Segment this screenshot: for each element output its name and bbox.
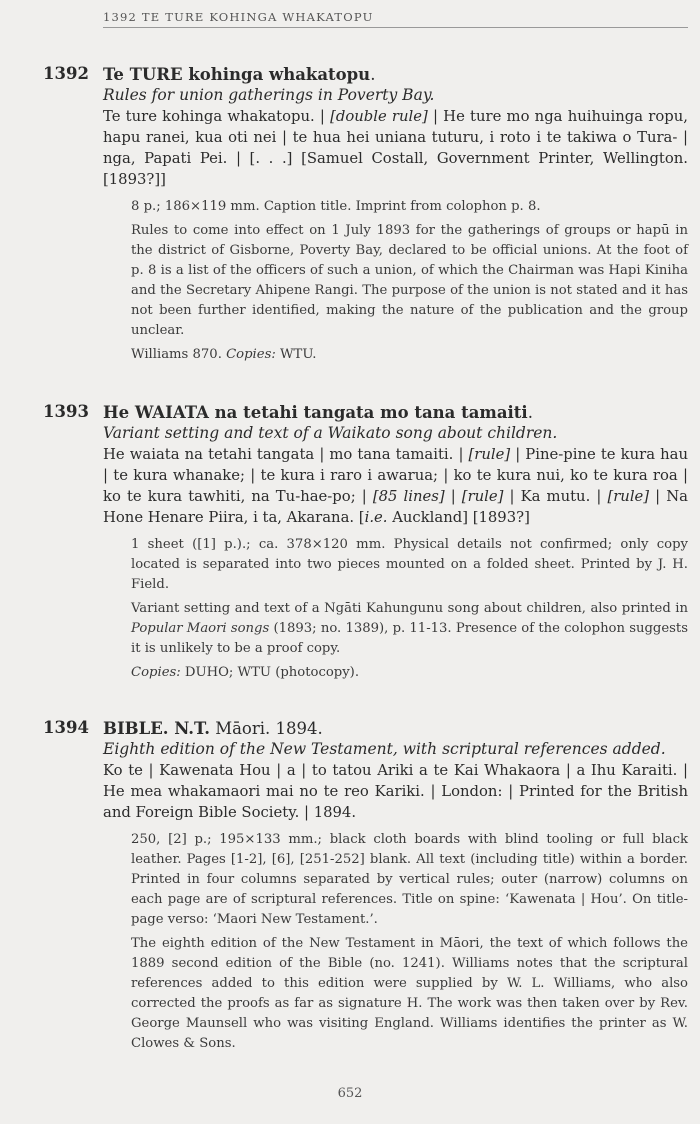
entry-subtitle: Variant setting and text of a Waikato song about children.: [103, 424, 558, 442]
entry-title: Te TURE kohinga whakatopu.: [103, 65, 376, 84]
text-run: Popular Maori songs: [131, 621, 270, 636]
text-run: [85 lines]: [372, 488, 445, 505]
text-run: i.e.: [364, 509, 388, 526]
text-run: [rule]: [468, 446, 511, 463]
entry-body: [103, 718, 688, 1054]
entry-notes: [131, 830, 688, 1054]
text-run: Copies:: [226, 347, 276, 362]
page-number: 652: [337, 1086, 363, 1101]
entry-title: He WAIATA na tetahi tangata mo tana tamaiti.: [103, 403, 533, 422]
entry-body: [103, 402, 688, 683]
text-run: (1893; no. 1389), p. 11-13. Presence of the colophon suggests it is unlikely to be a proof copy.: [131, 621, 688, 656]
note-copies: [131, 345, 688, 365]
text-run: Rules to come into effect on 1 July 1893 for the gatherings of groups or hapū in the district of Gisborne, Poverty Bay, declared to be official unions. At the foot of p. 8 is a list of the officers of such a union, of which the Chairman was Hapi Kiniha and the Secretary Ahipene Rangi. The purpose of the union is not stated and it has not been further identified, making the nature of the publication and the group unclear.: [131, 223, 688, 338]
note-description: [131, 934, 688, 1054]
text-run: Te ture kohinga whakatopu. |: [103, 108, 331, 125]
text-run: 8 p.; 186×119 mm. Caption title. Imprint from colophon p. 8.: [131, 199, 541, 214]
note-physical: [131, 197, 688, 217]
text-run: 250, [2] p.; 195×133 mm.; black cloth boards with blind tooling or full black leather. Pages [1-2], [6], [251-252] blank. All text (including title) within a border. Printed in four columns separated by vertical rules; outer (narrow) columns on each page are of scriptural references. Title on spine: ‘Kawenata | Hou’. On title-page verso: ‘Maori New Testament.’.: [131, 832, 688, 927]
text-run: | Ka mutu. |: [503, 488, 608, 505]
text-run: | He ture mo nga huihuinga ropu, hapu ranei, kua oti nei | te hua hei uniana tuturu, i roto i te takiwa o Tura- | nga, Papati Pei. | [. . .] [Samuel Costall, Government Printer, Wellington. [1893?]]: [103, 108, 688, 188]
entry-number: 1394: [43, 718, 89, 737]
text-run: [rule]: [607, 488, 650, 505]
entry-subtitle: Eighth edition of the New Testament, with scriptural references added.: [103, 740, 666, 758]
note-copies: [131, 663, 688, 683]
text-run: Auckland] [1893?]: [387, 509, 530, 526]
text-run: 1 sheet ([1] p.).; ca. 378×120 mm. Physical details not confirmed; only copy located is separated into two pieces mounted on a folded sheet. Printed by J. H. Field.: [131, 537, 688, 592]
text-run: Ko te | Kawenata Hou | a | to tatou Ariki a te Kai Whakaora | a Ihu Karaiti. | He mea whakamaori mai no te reo Kariki. | London: | Printed for the British and Foreign Bible Society. | 1894.: [103, 762, 688, 821]
text-run: | Pine-pine te kura hau | te kura whanake; | te kura i raro i awarua; | ko te kura nui, ko te kura roa | ko te kura tawhiti, na Tu-hae-po; |: [103, 446, 688, 505]
text-run: [rule]: [461, 488, 504, 505]
text-run: |: [444, 488, 462, 505]
entry-transcription: [103, 106, 688, 190]
text-run: Williams 870.: [131, 347, 227, 362]
entry-number: 1393: [43, 402, 89, 421]
entry-transcription: [103, 444, 688, 528]
text-run: [double rule]: [330, 108, 428, 125]
entry-subtitle: Rules for union gatherings in Poverty Bay.: [103, 86, 435, 104]
entry-transcription: [103, 760, 688, 823]
entry-title: BIBLE. N.T. Māori. 1894.: [103, 719, 323, 738]
text-run: He waiata na tetahi tangata | mo tana tamaiti. |: [103, 446, 469, 463]
running-head: 1392 TE TURE KOHINGA WHAKATOPU: [103, 10, 688, 28]
text-run: WTU.: [275, 347, 317, 362]
text-run: The eighth edition of the New Testament in Māori, the text of which follows the 1889 second edition of the Bible (no. 1241). Williams notes that the scriptural references added to this edition were supplied by W. L. Williams, who also corrected the proofs as far as signature H. The work was then taken over by Rev. George Maunsell who was visiting England. Williams identifies the printer as W. Clowes & Sons.: [131, 936, 688, 1051]
text-run: Variant setting and text of a Ngāti Kahungunu song about children, also printed in: [131, 601, 688, 616]
text-run: DUHO; WTU (photocopy).: [180, 665, 360, 680]
note-description: [131, 599, 688, 659]
entry-notes: [131, 535, 688, 683]
text-run: | Na Hone Henare Piira, i ta, Akarana. [: [103, 488, 688, 526]
note-description: [131, 221, 688, 341]
entry-number: 1392: [43, 64, 89, 83]
entry-body: [103, 64, 688, 365]
note-physical: [131, 535, 688, 595]
text-run: Copies:: [131, 665, 181, 680]
note-physical: [131, 830, 688, 930]
entry-notes: [131, 197, 688, 365]
